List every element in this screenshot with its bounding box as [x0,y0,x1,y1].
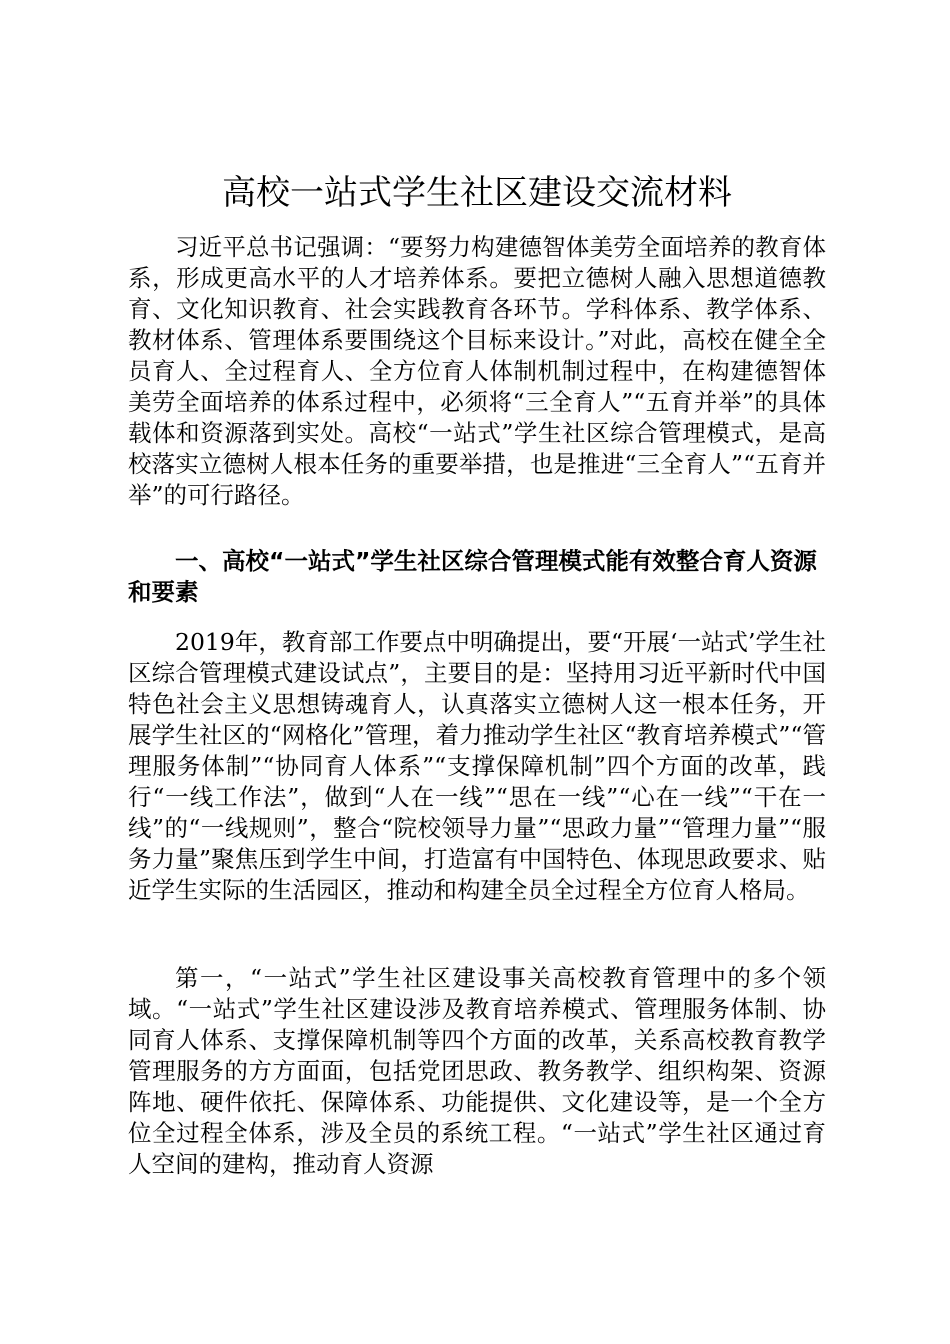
paragraph-2019-policy: 2019年，教育部工作要点中明确提出，要“开展‘一站式’学生社区综合管理模式建设试点”，主要目的是：坚持用习近平新时代中国特色社会主义思想铸魂育人，认真落实立德树人这一根本任务，开展学生社区的“网格化”管理，着力推动学生社区“教育培养模式”“管理服务体制”“协同育人体系”“支撑保障机制”四个方面的改革，践行“一线工作法”，做到“人在一线”“思在一线”“心在一线”“干在一线”的“一线规则”，整合“院校领导力量”“思政力量”“管理力量”“服务力量”聚焦压到学生中间，打造富有中国特色、体现思政要求、贴近学生实际的生活园区，推动和构建全员全过程全方位育人格局。 [128,628,826,904]
paragraph-intro: 习近平总书记强调：“要努力构建德智体美劳全面培养的教育体系，形成更高水平的人才培养体系。要把立德树人融入思想道德教育、文化知识教育、社会实践教育各环节。学科体系、教学体系、教材体系、管理体系要围绕这个目标来设计。”对此，高校在健全全员育人、全过程育人、全方位育人体制机制过程中，在构建德智体美劳全面培养的体系过程中，必须将“三全育人”“五育并举”的具体载体和资源落到实处。高校“一站式”学生社区综合管理模式，是高校落实立德树人根本任务的重要举措，也是推进“三全育人”“五育并举”的可行路径。 [128,233,826,509]
document-title: 高校一站式学生社区建设交流材料 [222,173,732,213]
section-heading-1: 一、高校“一站式”学生社区综合管理模式能有效整合育人资源和要素 [128,547,817,606]
paragraph-first-point: 第一，“一站式”学生社区建设事关高校教育管理中的多个领域。“一站式”学生社区建设涉及教育培养模式、管理服务体制、协同育人体系、支撑保障机制等四个方面的改革，关系高校教育教学管理服务的方方面面，包括党团思政、教务教学、组织构架、资源阵地、硬件依托、保障体系、功能提供、文化建设等，是一个全方位全过程全体系，涉及全员的系统工程。“一站式”学生社区通过育人空间的建构，推动育人资源 [128,964,826,1178]
